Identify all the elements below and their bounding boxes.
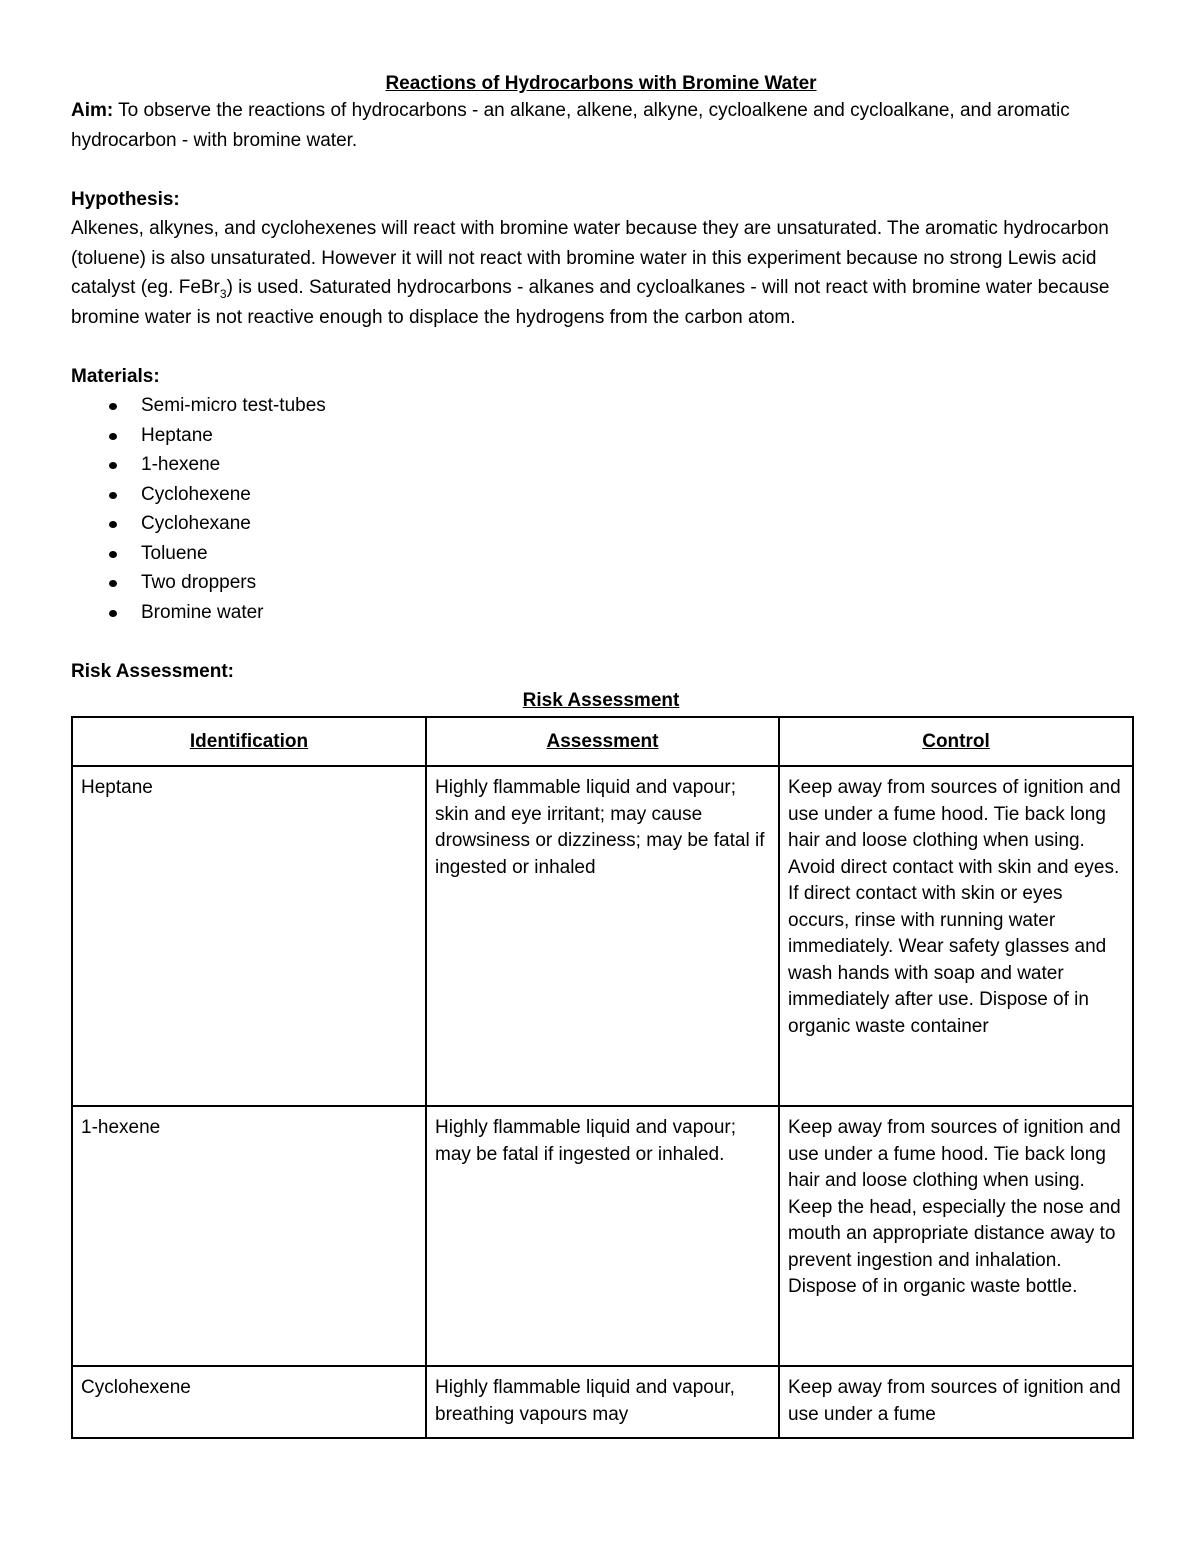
list-item: Toluene bbox=[71, 539, 1131, 569]
bullet-icon bbox=[109, 492, 117, 499]
hypothesis-heading: Hypothesis: bbox=[71, 188, 180, 210]
bullet-icon bbox=[109, 462, 117, 469]
header-identification: Identification bbox=[72, 717, 426, 766]
document-page bbox=[71, 72, 1131, 1439]
list-item: Cyclohexane bbox=[71, 509, 1131, 539]
list-item: Semi-micro test-tubes bbox=[71, 391, 1131, 421]
bullet-icon bbox=[109, 433, 117, 440]
cell-assessment: Highly flammable liquid and vapour, breathing vapours may bbox=[426, 1366, 779, 1438]
table-row bbox=[72, 1106, 1133, 1366]
list-item: 1-hexene bbox=[71, 450, 1131, 480]
list-item: Heptane bbox=[71, 421, 1131, 451]
risk-assessment-table bbox=[71, 716, 1134, 1439]
bullet-icon bbox=[109, 403, 117, 410]
cell-identification: Cyclohexene bbox=[72, 1366, 426, 1438]
bullet-icon bbox=[109, 521, 117, 528]
risk-assessment-heading: Risk Assessment: bbox=[71, 660, 234, 682]
aim-label: Aim: bbox=[71, 100, 114, 121]
cell-control: Keep away from sources of ignition and use under a fume hood. Tie back long hair and loose clothing when using. Keep the head, especially the nose and mouth an appropriate distance away to prevent ingestion and inhalation. Dispose of in organic waste bottle. bbox=[779, 1106, 1133, 1366]
bullet-icon bbox=[109, 610, 117, 617]
cell-assessment: Highly flammable liquid and vapour; may be fatal if ingested or inhaled. bbox=[426, 1106, 779, 1366]
header-assessment: Assessment bbox=[426, 717, 779, 766]
header-control: Control bbox=[779, 717, 1133, 766]
aim-text: To observe the reactions of hydrocarbons - an alkane, alkene, alkyne, cycloalkene and cycloalkane, and aromatic hydrocarbon - with bromine water. bbox=[71, 100, 1070, 151]
list-item: Two droppers bbox=[71, 568, 1131, 598]
table-row bbox=[72, 766, 1133, 1106]
table-caption: Risk Assessment bbox=[522, 690, 680, 711]
list-item: Bromine water bbox=[71, 598, 1131, 628]
aim-paragraph bbox=[71, 96, 1131, 155]
table-row bbox=[72, 1366, 1133, 1438]
subscript-3: 3 bbox=[219, 286, 227, 301]
cell-assessment: Highly flammable liquid and vapour; skin and eye irritant; may cause drowsiness or dizziness; may be fatal if ingested or inhaled bbox=[426, 766, 779, 1106]
bullet-icon bbox=[109, 551, 117, 558]
materials-heading: Materials: bbox=[71, 365, 160, 387]
materials-list bbox=[71, 391, 1131, 627]
cell-identification: 1-hexene bbox=[72, 1106, 426, 1366]
list-item: Cyclohexene bbox=[71, 480, 1131, 510]
cell-identification: Heptane bbox=[72, 766, 426, 1106]
bullet-icon bbox=[109, 580, 117, 587]
cell-control: Keep away from sources of ignition and use under a fume bbox=[779, 1366, 1133, 1438]
cell-control: Keep away from sources of ignition and use under a fume hood. Tie back long hair and loose clothing when using. Avoid direct contact with skin and eyes. If direct contact with skin or eyes occurs, rinse with running water immediately. Wear safety glasses and wash hands with soap and water immediately after use. Dispose of in organic waste container bbox=[779, 766, 1133, 1106]
document-title: Reactions of Hydrocarbons with Bromine Water bbox=[385, 73, 817, 94]
table-header-row bbox=[72, 717, 1133, 766]
hypothesis-paragraph: Alkenes, alkynes, and cyclohexenes will react with bromine water because they are unsaturated. The aromatic hydrocarbon (toluene) is also unsaturated. However it will not react with bromine water in this experiment because no strong Lewis acid catalyst (eg. FeBr$_3$) is used. Saturated hydrocarbons - alkanes and cycloalkanes - will not react with bromine water because bromine water is not reactive enough to displace the hydrogens from the carbon atom. bbox=[71, 218, 1110, 328]
